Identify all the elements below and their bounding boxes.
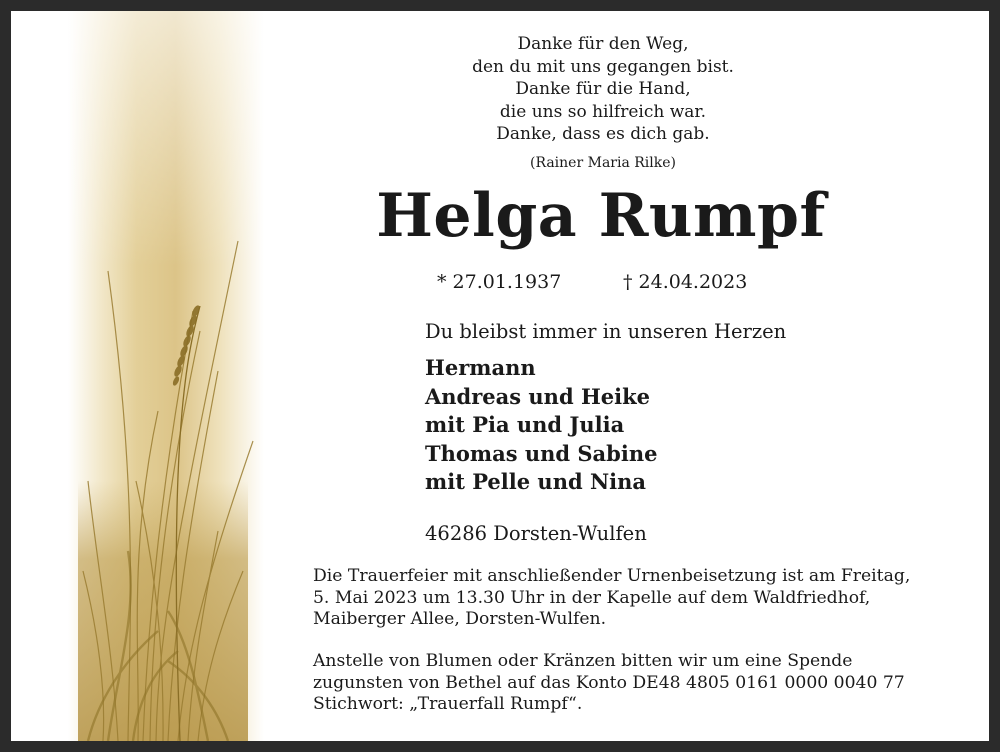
mourner-line: mit Pelle und Nina <box>425 469 647 494</box>
poem-line: Danke für den Weg, <box>517 34 689 54</box>
ceremony-paragraph <box>313 566 973 631</box>
obituary-card <box>11 11 989 741</box>
mourners-list <box>425 354 657 497</box>
poem-line: die uns so hilfreich war. <box>499 101 707 122</box>
poem-author: (Rainer Maria Rilke) <box>530 155 676 171</box>
poem-line: den du mit uns gegangen bist. <box>472 56 734 77</box>
poem-line: Danke, dass es dich gab. <box>496 124 710 145</box>
death-date: † 24.04.2023 <box>623 271 748 293</box>
place: 46286 Dorsten-Wulfen <box>425 522 647 545</box>
ceremony-line: 5. Mai 2023 um 13.30 Uhr in der Kapelle auf dem Waldfriedhof, <box>313 587 871 608</box>
mourner-line: Hermann <box>425 355 536 380</box>
donation-line: zugunsten von Bethel auf das Konto DE48 4805 0161 0000 0040 77 <box>313 672 905 693</box>
rilke-poem <box>393 33 813 146</box>
donation-paragraph <box>313 651 973 716</box>
mourner-line: mit Pia und Julia <box>425 412 625 437</box>
ceremony-line: Die Trauerfeier mit anschließender Urnenbeisetzung ist am Freitag, <box>313 566 911 586</box>
poem-line: Danke für die Hand, <box>515 79 691 100</box>
donation-line: Stichwort: „Trauerfall Rumpf“. <box>313 694 583 714</box>
donation-line: Anstelle von Blumen oder Kränzen bitten wir um eine Spende <box>313 651 853 671</box>
ceremony-line: Maiberger Allee, Dorsten-Wulfen. <box>313 609 607 629</box>
mourner-line: Andreas und Heike <box>425 383 651 409</box>
birth-date: * 27.01.1937 <box>437 271 562 293</box>
memorial-motto: Du bleibst immer in unseren Herzen <box>425 320 787 343</box>
deceased-name: Helga Rumpf <box>376 181 826 251</box>
mourner-line: Thomas und Sabine <box>425 440 658 466</box>
grass-field-image <box>68 11 264 741</box>
